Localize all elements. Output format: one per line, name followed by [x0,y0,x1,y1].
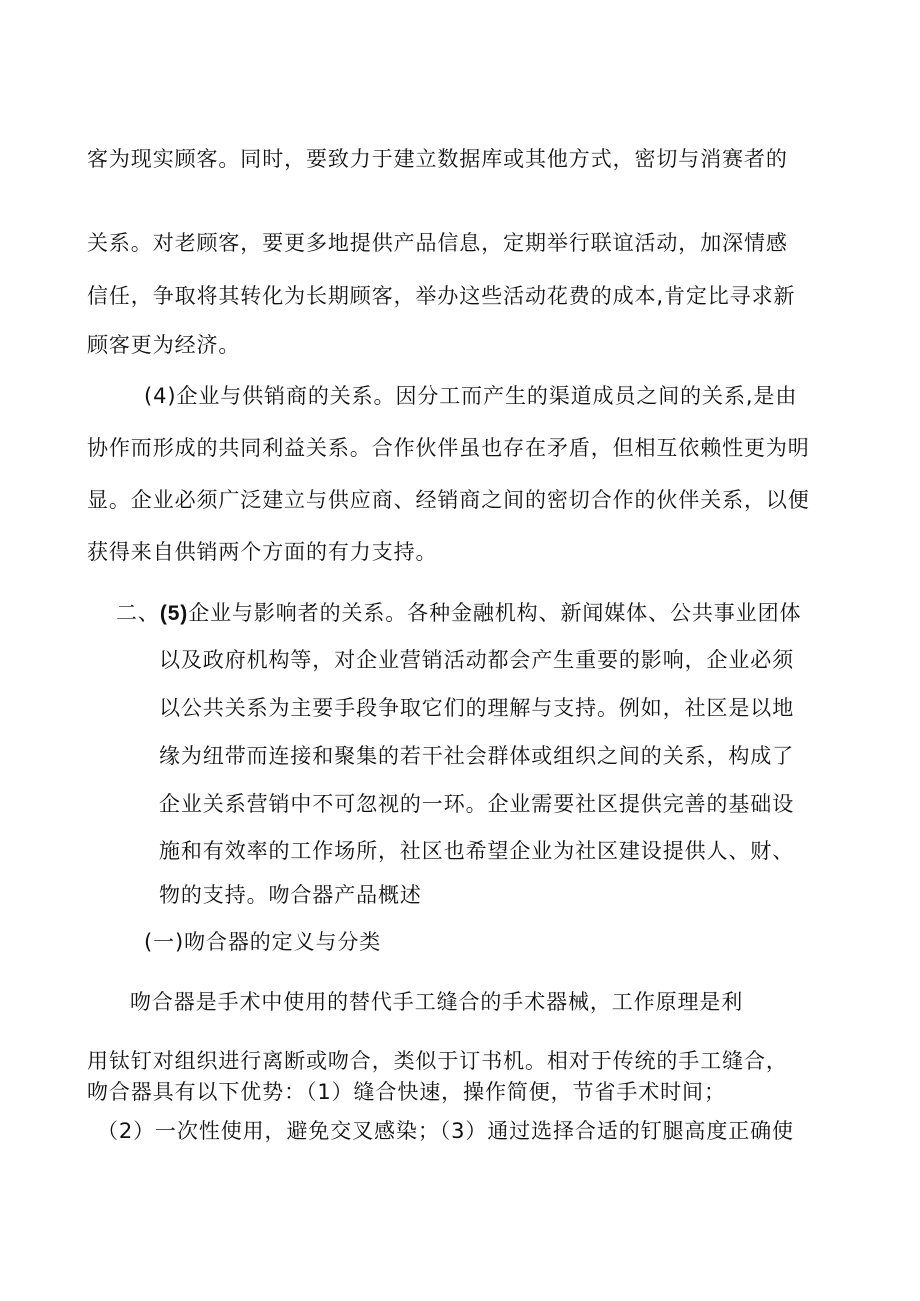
paragraph-3-line-2: 以公共关系为主要手段争取它们的理解与支持。例如，社区是以地 [159,696,795,720]
paragraph-1-line-3: 信任，争取将其转化为长期顾客，举办这些活动花费的成本,肯定比寻求新 [87,284,796,308]
paragraph-3-line-4: 企业关系营销中不可忽视的一环。企业需要社区提供完善的基础设 [159,792,795,816]
paragraph-4-line-1: 吻合器是手术中使用的替代手工缝合的手术器械，工作原理是利 [130,990,744,1014]
paragraph-2-line-4: 获得来自供销两个方面的有力支持。 [87,540,438,564]
section-heading-text: 企业与影响者的关系。各种金融机构、新闻媒体、公共事业团体 [188,601,802,625]
paragraph-1-line-2: 关系。对老顾客，要更多地提供产品信息，定期举行联谊活动，加深情感 [87,231,788,255]
paragraph-4-line-2: 用钛钉对组织进行离断或吻合，类似于订书机。相对于传统的手工缝合， [87,1049,788,1073]
section-prefix: 二、 [116,601,160,625]
paragraph-3-line-3: 缘为纽带而连接和聚集的若干社会群体或组织之间的关系，构成了 [159,744,795,768]
paragraph-1-line-1: 客为现实顾客。同时，要致力于建立数据库或其他方式，密切与消赛者的 [87,147,788,171]
paragraph-3-line-5: 施和有效率的工作场所，社区也希望企业为社区建设提供人、财、 [159,839,795,863]
paragraph-2-line-2: 协作而形成的共同利益关系。合作伙伴虽也存在矛盾，但相互依赖性更为明 [87,436,810,460]
paragraph-3-line-1: 以及政府机构等，对企业营销活动都会产生重要的影响，企业必须 [159,648,795,672]
paragraph-4-line-4: （2）一次性使用，避免交叉感染；（3）通过选择合适的钉腿高度正确使 [97,1119,794,1143]
paragraph-2-line-1: (4)企业与供销商的关系。因分工而产生的渠道成员之间的关系,是由 [144,384,798,408]
section-number: (5) [159,602,189,625]
subheading: (一)吻合器的定义与分类 [144,930,382,954]
paragraph-4-line-3: 吻合器具有以下优势：（1）缝合快速，操作简便，节省手术时间； [87,1080,726,1104]
paragraph-2-line-3: 显。企业必须广泛建立与供应商、经销商之间的密切合作的伙伴关系，以便 [87,488,810,512]
section-heading [116,598,801,629]
paragraph-1-line-4: 顾客更为经济。 [87,333,241,357]
paragraph-3-line-6: 物的支持。吻合器产品概述 [159,883,422,907]
